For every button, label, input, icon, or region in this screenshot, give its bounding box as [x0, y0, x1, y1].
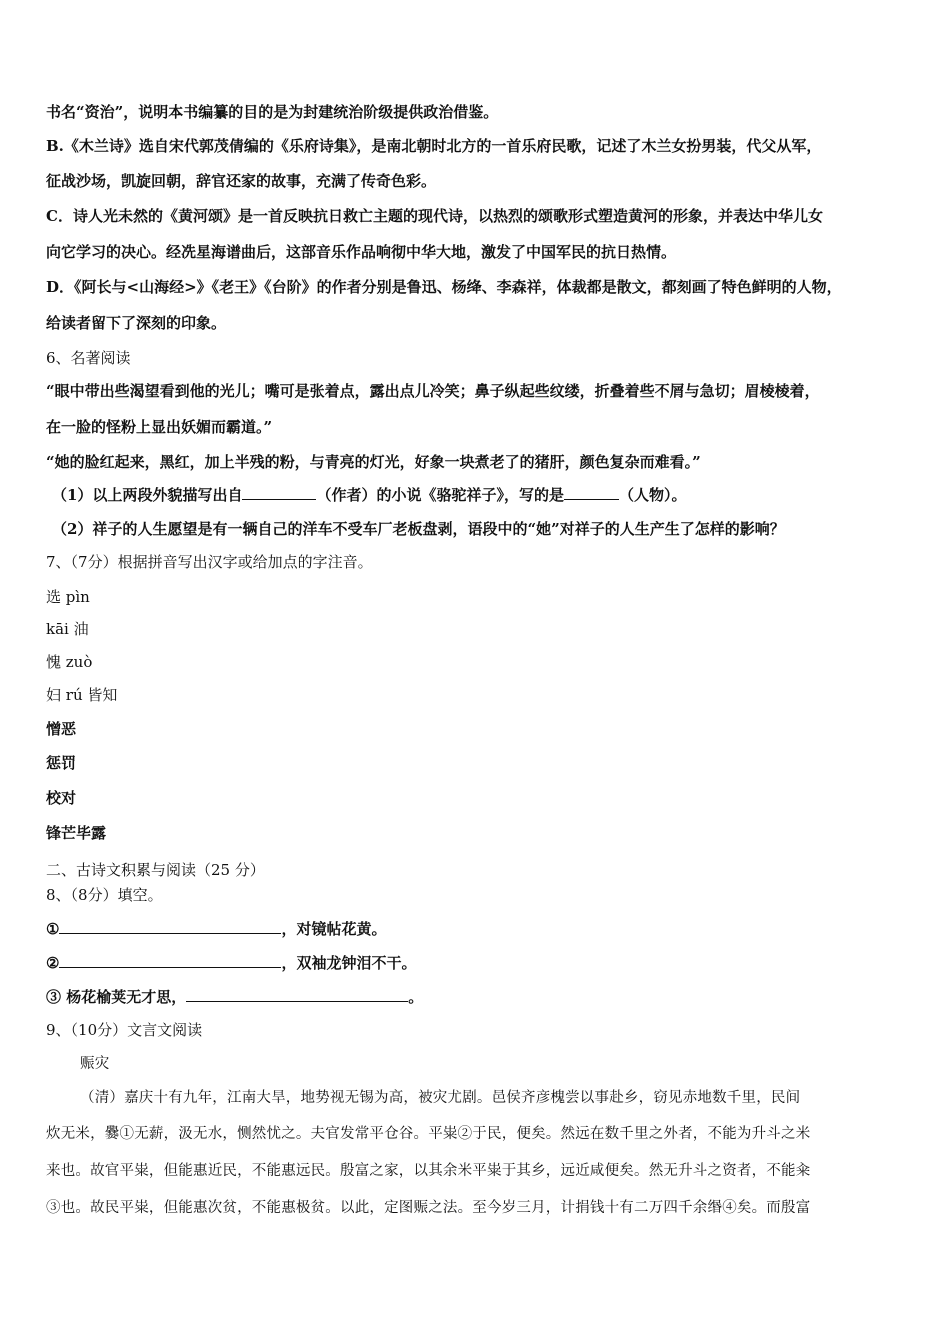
poem-text: ，双袖龙钟泪不干。 [281, 954, 417, 972]
text-line: 向它学习的决心。经冼星海谱曲后，这部音乐作品响彻中华大地，激发了中国军民的抗日热情。 [46, 243, 677, 261]
passage-line: 来也。故官平粜，但能惠近民，不能惠远民。殷富之家，以其余米平粜于其乡，远近咸便矣。然无升斗之资者，不能籴 [46, 1163, 811, 1179]
option-d-line: D．《阿长与<山海经>》《老王》《台阶》的作者分别是鲁迅、杨绛、李森祥，体裁都是散文，都刻画了特色鲜明的人物， [46, 278, 842, 296]
circled-number: ② [46, 954, 60, 972]
pinyin-item: 惩罚 [46, 754, 77, 772]
poem-blank-2[interactable] [59, 953, 281, 968]
text-line: 征战沙场，凯旋回朝，辞官还家的故事，充满了传奇色彩。 [46, 172, 437, 190]
quote-line: “她的脸红起来，黑红，加上半残的粉，与青亮的灯光，好象一块煮老了的猪肝，颜色复杂而难看。” [46, 453, 701, 471]
pinyin-item: 憎恶 [46, 720, 77, 738]
passage-title: 赈灾 [80, 1056, 110, 1072]
poem-text: 。 [408, 988, 424, 1006]
question-6-heading: 6、名著阅读 [46, 349, 131, 367]
passage-line: ③也。故民平粜，但能惠次贫，不能惠极贫。以此，定图赈之法。至今岁三月，计捐钱十有二万四千余缗④矣。而殷富 [46, 1200, 811, 1216]
passage-line: 炊无米，爨①无薪，汲无水，恻然忧之。夫官发常平仓谷。平粜②于民，便矣。然远在数千里之外者，不能为升斗之米 [46, 1126, 811, 1142]
poem-text: ，对镜帖花黄。 [281, 920, 387, 938]
fill-line-3 [46, 987, 423, 1007]
author-blank[interactable] [242, 485, 316, 500]
question-text: （1）以上两段外貌描写出自 [52, 486, 243, 504]
fill-line-2 [46, 953, 416, 973]
poem-text: ③ 杨花榆荚无才思， [46, 988, 187, 1006]
poem-blank-3[interactable] [186, 987, 408, 1002]
poem-blank-1[interactable] [59, 919, 281, 934]
question-text: （作者）的小说《骆驼祥子》，写的是 [316, 486, 564, 504]
pinyin-item: kāi 油 [46, 620, 89, 638]
character-blank[interactable] [564, 485, 619, 500]
question-9-heading: 9、（10分）文言文阅读 [46, 1021, 203, 1039]
question-text: （人物）。 [618, 486, 687, 504]
question-6-1 [52, 485, 686, 505]
option-c-line: C．诗人光未然的《黄河颂》是一首反映抗日救亡主题的现代诗，以热烈的颂歌形式塑造黄河的形象，并表达中华儿女 [46, 207, 823, 225]
text-line: 书名“资治”，说明本书编纂的目的是为封建统治阶级提供政治借鉴。 [46, 103, 499, 121]
circled-number: ① [46, 920, 60, 938]
text-line: 给读者留下了深刻的印象。 [46, 314, 227, 332]
pinyin-item: 选 pìn [46, 588, 90, 606]
question-7-heading: 7、（7分）根据拼音写出汉字或给加点的字注音。 [46, 553, 373, 571]
quote-line: “眼中带出些渴望看到他的光儿；嘴可是张着点，露出点儿冷笑；鼻子纵起些纹缕，折叠着些不屑与急切；眉棱棱着， [46, 382, 820, 400]
section-two-heading: 二、古诗文积累与阅读（25 分） [46, 861, 265, 879]
fill-line-1 [46, 919, 386, 939]
passage-line: （清）嘉庆十有九年，江南大旱，地势视无锡为高，被灾尤剧。邑侯齐彦槐尝以事赴乡，窃见赤地数千里，民间 [80, 1090, 801, 1106]
question-8-heading: 8、（8分）填空。 [46, 886, 163, 904]
pinyin-item: 锋芒毕露 [46, 824, 107, 842]
pinyin-item: 妇 rú 皆知 [46, 686, 118, 704]
pinyin-item: 校对 [46, 789, 77, 807]
option-b-line: B.《木兰诗》选自宋代郭茂倩编的《乐府诗集》，是南北朝时北方的一首乐府民歌，记述了木兰女扮男装，代父从军， [46, 137, 822, 155]
pinyin-item: 愧 zuò [46, 653, 93, 671]
question-6-2: （2）祥子的人生愿望是有一辆自己的洋车不受车厂老板盘剥，语段中的“她”对祥子的人生产生了怎样的影响？ [52, 520, 785, 538]
quote-line: 在一脸的怪粉上显出妖媚而霸道。” [46, 418, 273, 436]
